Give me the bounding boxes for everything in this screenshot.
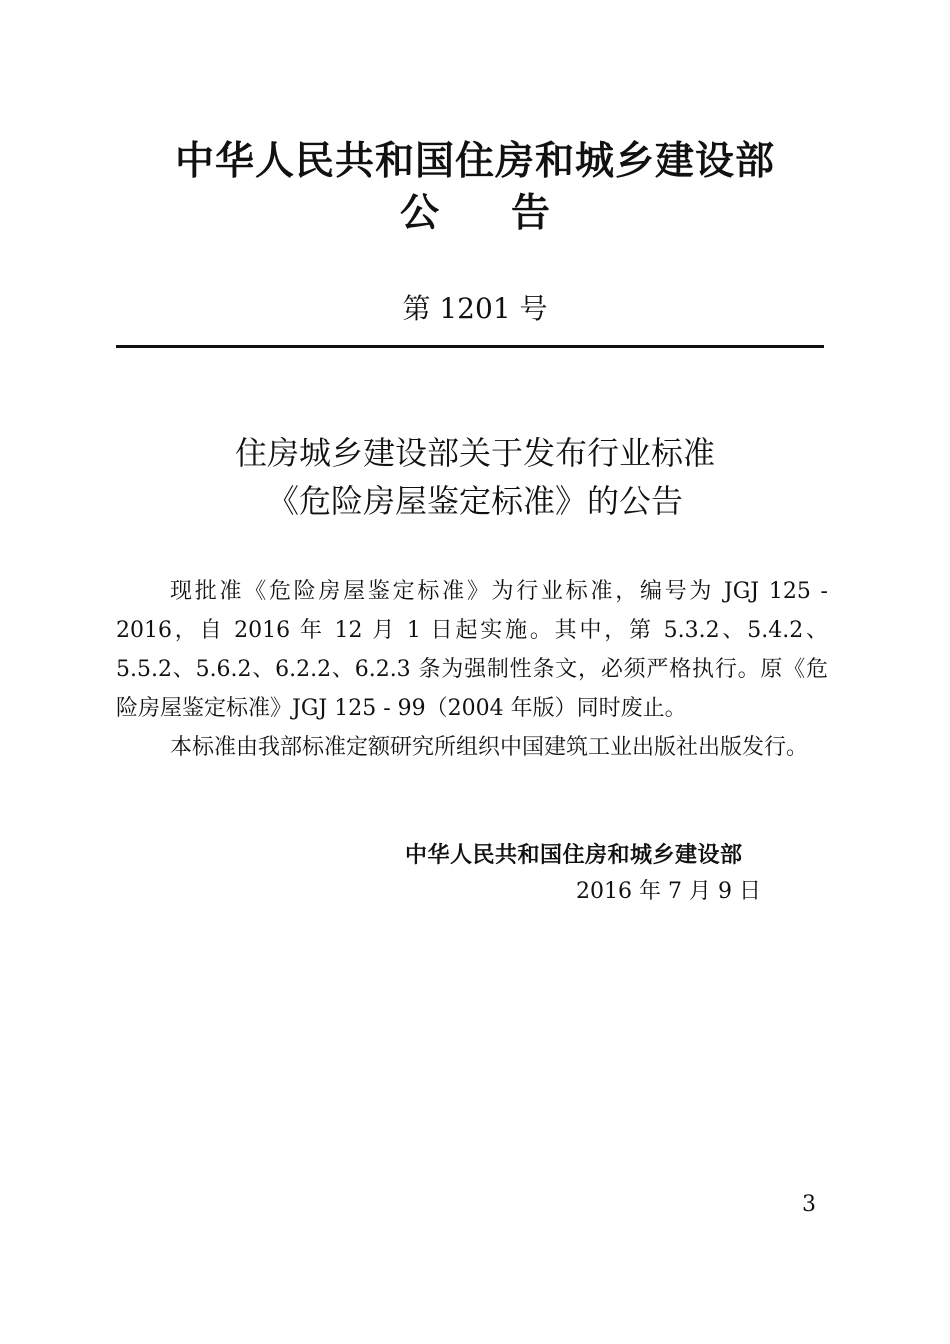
announcement-title-line2: 《危险房屋鉴定标准》的公告 [266, 482, 683, 520]
body-paragraph-publication: 本标准由我部标准定额研究所组织中国建筑工业出版社出版发行。 [170, 735, 809, 760]
signature-organization: 中华人民共和国住房和城乡建设部 [405, 843, 743, 868]
announcement-title-line1: 住房城乡建设部关于发布行业标准 [234, 434, 715, 472]
document-number: 第 1201 号 [402, 292, 548, 325]
doc-type-heading: 公告 [399, 191, 622, 236]
body-paragraph-approval: 现批准《危险房屋鉴定标准》为行业标准，编号为 JGJ 125 - 2016，自 2016 年 12 月 1 日起实施。其中，第 5.3.2、5.4.2、5.5.2、5.6.2、6.2.2、6.2.3 条为强制性条文，必须严格执行。原《危险房屋鉴定标准》JGJ 125 - 99（2004 年版）同时废止。 [116, 579, 828, 721]
issuer-heading: 中华人民共和国住房和城乡建设部 [174, 139, 775, 184]
signature-date: 2016 年 7 月 9 日 [576, 879, 761, 904]
horizontal-divider [116, 345, 824, 348]
page-number: 3 [802, 1192, 816, 1217]
